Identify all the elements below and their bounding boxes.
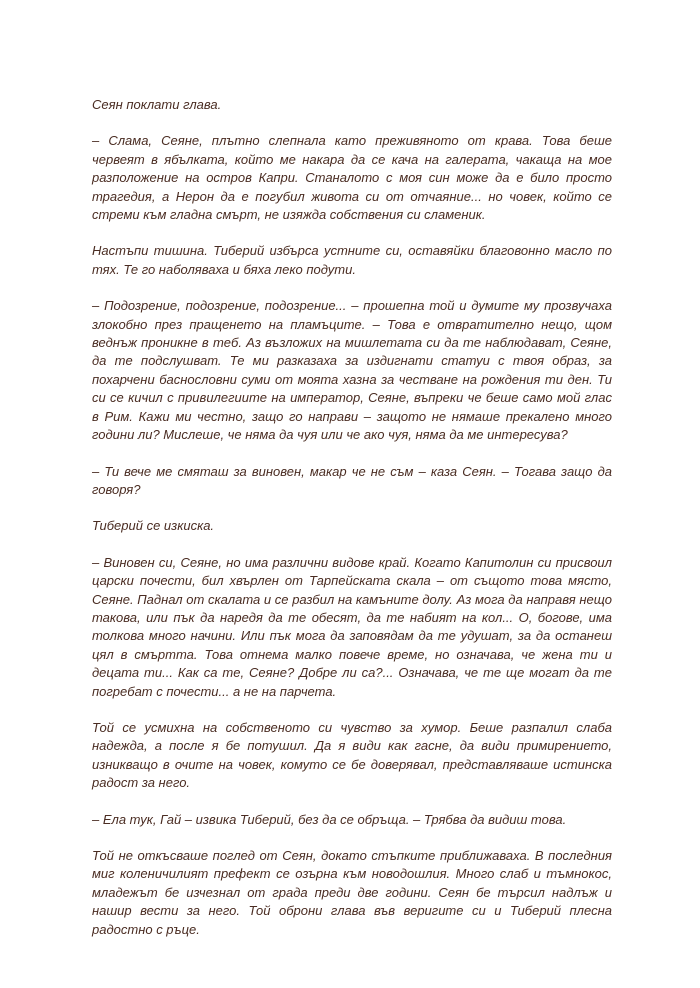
paragraph-1: Сеян поклати глава. bbox=[92, 97, 222, 112]
paragraph-2: – Слама, Сеяне, плътно слепнала като преживяното от крава. Това беше червеят в ябълката, който ме накара да се кача на галерата, чакаща на мое разположение на остров Капри. Станалото с моя син може да е било просто трагедия, а Нерон да е погубил живота си от отчаяние... но човек, който се стреми към гладна смърт, не изяжда собствения си сламеник. bbox=[92, 133, 612, 223]
paragraph-8: Той се усмихна на собственото си чувство за хумор. Беше разпалил слаба надежда, а после я бе потушил. Да я види как гасне, да види примирението, изникващо в очите на човек, комуто се бе доверявал, представляваше истинска радост за него. bbox=[92, 719, 612, 791]
paragraph-9: – Ела тук, Гай – извика Тиберий, без да се обръща. – Трябва да видиш това. bbox=[92, 811, 567, 827]
document-page bbox=[92, 96, 612, 957]
paragraph-4: – Подозрение, подозрение, подозрение... – прошепна той и думите му прозвучаха злокобно през пращенето на пламъците. – Това е отвратително нещо, щом веднъж проникне в теб. Аз възложих на мишлетата си да те наблюдават, Сеяне, да те подслушват. Те ми разказаха за издигнати статуи с твоя образ, за похарчени баснословни суми от моята хазна за честване на рождения ти ден. Ти си се кичил с привилегиите на император, Сеяне, въпреки че беше само мой глас в Рим. Кажи ми честно, защо го направи – защото не нямаше прекалено много години ли? Мислеше, че няма да чуя или че ако чуя, няма да ме интересува? bbox=[92, 298, 612, 443]
paragraph-6: Тиберий се изкиска. bbox=[92, 518, 215, 534]
paragraph-5: – Ти вече ме смяташ за виновен, макар че не съм – каза Сеян. – Тогава защо да говоря? bbox=[92, 463, 612, 497]
paragraph-7: – Виновен си, Сеяне, но има различни видове край. Когато Капитолин си присвоил царски почести, бил хвърлен от Тарпейската скала – от същото това място, Сеяне. Паднал от скалата и се разбил на камъните долу. Аз мога да направя нещо такова, или пък да наредя да те обесят, да те набият на кол... О, богове, има толкова много начини. Или пък мога да заповядам да те удушат, за да останеш цял в смъртта. Това отнема малко повече време, но означава, че жена ти и децата ти... Как са те, Сеяне? Добре ли са?... Означава, че те ще могат да те погребат с почести... а не на парчета. bbox=[92, 554, 612, 699]
paragraph-10: Той не откъсваше поглед от Сеян, докато стъпките приближаваха. В последния миг коленичилият префект се озърна към новодошлия. Много слаб и тъмнокос, младежът бе изчезнал от града преди две години. Сеян бе търсил надлъж и нашир вести за него. Той оброни глава във веригите си и Тиберий плесна радостно с ръце. bbox=[92, 848, 612, 937]
paragraph-3: Настъпи тишина. Тиберий избърса устните си, оставяйки благовонно масло по тях. Те го наболяваха и бяха леко подути. bbox=[92, 243, 612, 277]
